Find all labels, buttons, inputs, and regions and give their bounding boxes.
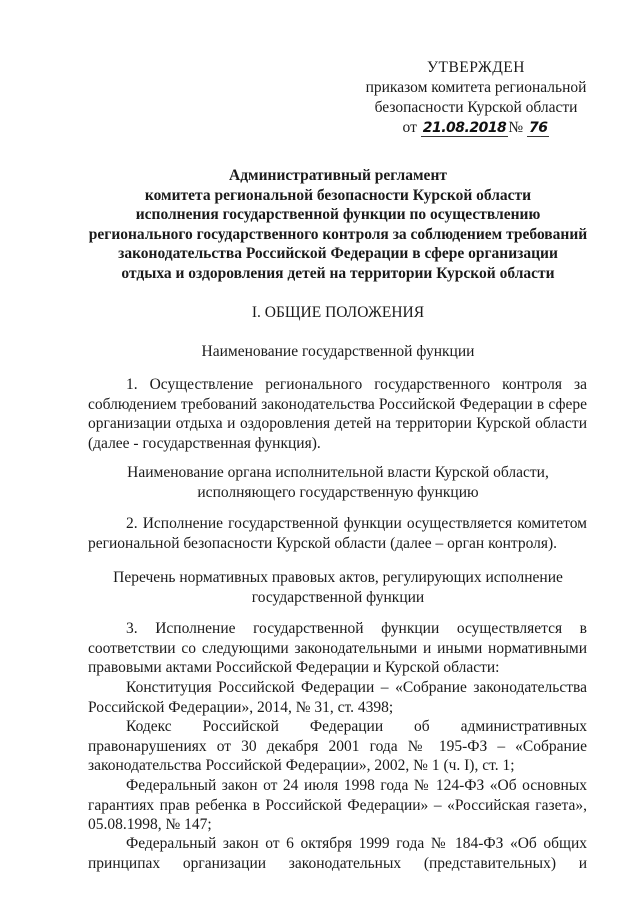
p7-line-2: принципах организации законодательных (представительных) и — [88, 854, 587, 872]
heading-line-6: отдыха и оздоровления детей на территории Курской области — [121, 264, 555, 282]
approval-date: 21.08.2018 — [422, 120, 507, 136]
p2-line-1: 2. Исполнение государственной функции осуществляется комитетом — [126, 515, 587, 532]
p6-line-3: 05.08.1998, № 147; — [88, 816, 212, 833]
p4-line-1: Конституция Российской Федерации – «Собрание законодательства — [126, 679, 587, 696]
paragraph-3 — [88, 619, 587, 678]
paragraph-admin-code — [88, 717, 587, 776]
approval-date-prefix: от — [402, 119, 417, 136]
p1-line-3: организации отдыха и оздоровления детей на территории Курской области — [88, 415, 587, 432]
p5-line-1: Кодекс Российской Федерации об административных — [126, 718, 587, 735]
paragraph-federal-law-124 — [88, 776, 587, 835]
p6-line-2: гарантиях прав ребенка в Российской Федерации» – «Российская газета», — [88, 796, 587, 814]
approval-line-2: безопасности Курской области — [374, 99, 578, 116]
approval-line-1: приказом комитета региональной — [365, 79, 587, 96]
approval-number: 76 — [528, 120, 548, 136]
heading-line-5: законодательства Российской Федерации в сфере организации — [118, 245, 558, 262]
document-heading — [88, 166, 588, 283]
p3-line-2: соответствии со следующими законодательными и иными нормативными — [88, 639, 587, 657]
paragraph-constitution — [88, 678, 587, 717]
p5-line-3: законодательства Российской Федерации», 2002, № 1 (ч. I), ст. 1; — [88, 757, 515, 774]
p6-line-1: Федеральный закон от 24 июля 1998 года № 124-ФЗ «Об основных — [126, 777, 587, 794]
p1-line-2: соблюдением требований законодательства Российской Федерации в сфере — [88, 395, 587, 413]
p2-line-2: региональной безопасности Курской области (далее – орган контроля). — [88, 534, 558, 552]
heading-line-4: регионального государственного контроля за соблюдением требований — [88, 225, 588, 243]
subheading-legal-acts — [88, 568, 588, 607]
approval-title: УТВЕРЖДЕН — [427, 59, 525, 76]
approval-stamp — [356, 58, 596, 138]
subheading-authority — [88, 463, 588, 502]
p3-line-3: правовыми актами Российской Федерации и Курской области: — [88, 659, 500, 676]
sub2-line-2: исполняющего государственную функцию — [197, 483, 479, 501]
approval-date-line — [356, 118, 596, 138]
p3-line-1: 3. Исполнение государственной функции осуществляется в — [126, 620, 587, 637]
p5-line-2: правонарушениях от 30 декабря 2001 года № 195-ФЗ – «Собрание — [88, 737, 587, 755]
heading-line-3: исполнения государственной функции по осуществлению — [135, 206, 541, 223]
section-title: I. ОБЩИЕ ПОЛОЖЕНИЯ — [251, 304, 425, 321]
heading-line-2: комитета региональной безопасности Курской области — [144, 186, 532, 204]
approval-number-sign: № — [508, 119, 524, 136]
paragraph-federal-law-184 — [88, 834, 587, 873]
sub2-line-1: Наименование органа исполнительной власти Курской области, — [127, 464, 549, 481]
p1-line-1: 1. Осуществление регионального государственного контроля за — [126, 376, 587, 393]
sub3-line-1: Перечень нормативных правовых актов, регулирующих исполнение — [113, 569, 563, 586]
sub3-line-2: государственной функции — [251, 588, 425, 606]
p1-line-4: (далее - государственная функция). — [88, 434, 321, 452]
paragraph-2 — [88, 514, 587, 553]
p7-line-1: Федеральный закон от 6 октября 1999 года № 184-ФЗ «Об общих — [126, 835, 587, 852]
p4-line-2: Российской Федерации», 2014, № 31, ст. 4398; — [88, 698, 394, 716]
heading-line-1: Административный регламент — [229, 167, 447, 184]
paragraph-1 — [88, 375, 587, 453]
subheading-function-name: Наименование государственной функции — [201, 343, 475, 360]
